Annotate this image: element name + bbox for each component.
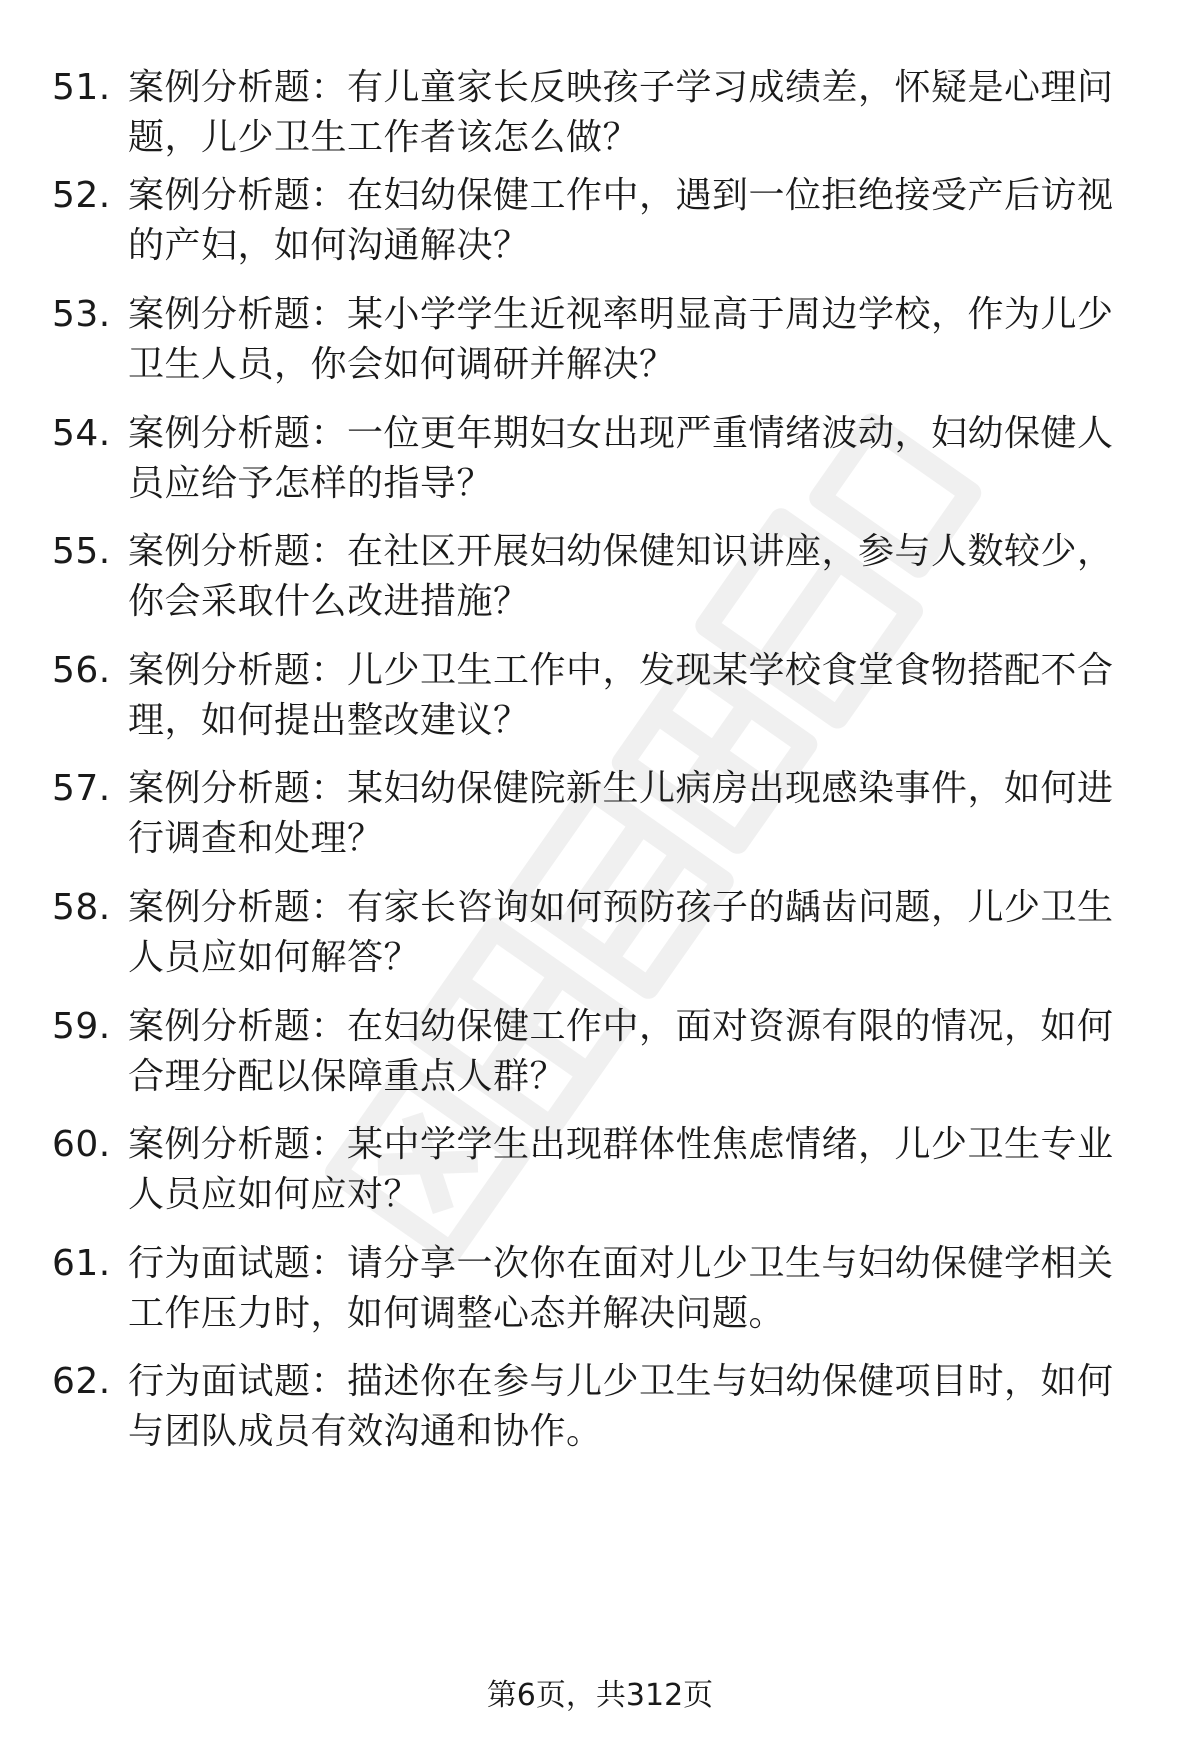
question-text: 案例分析题：有儿童家长反映孩子学习成绩差，怀疑是心理问题，儿少卫生工作者该怎么做？ (128, 67, 1114, 158)
list-item (52, 527, 1152, 627)
list-item (52, 290, 1152, 390)
list-item (52, 409, 1152, 509)
question-number: 53. (52, 294, 111, 335)
question-text: 案例分析题：一位更年期妇女出现严重情绪波动，妇幼保健人员应给予怎样的指导？ (128, 413, 1114, 504)
list-item (52, 883, 1152, 983)
question-number: 51. (52, 67, 111, 108)
question-text: 行为面试题：描述你在参与儿少卫生与妇幼保健项目时，如何与团队成员有效沟通和协作。 (128, 1361, 1114, 1452)
list-item (52, 646, 1152, 746)
list-item (52, 1120, 1152, 1220)
question-text: 案例分析题：在社区开展妇幼保健知识讲座，参与人数较少，你会采取什么改进措施？ (128, 531, 1114, 622)
list-item (52, 1002, 1152, 1102)
question-number: 52. (52, 175, 111, 216)
question-text: 案例分析题：在妇幼保健工作中，遇到一位拒绝接受产后访视的产妇，如何沟通解决？ (128, 175, 1114, 266)
question-number: 60. (52, 1124, 111, 1165)
list-item (52, 1357, 1152, 1457)
question-text: 案例分析题：某妇幼保健院新生儿病房出现感染事件，如何进行调查和处理？ (128, 768, 1114, 859)
question-text: 案例分析题：有家长咨询如何预防孩子的龋齿问题，儿少卫生人员应如何解答？ (128, 887, 1114, 978)
question-number: 61. (52, 1243, 111, 1284)
question-number: 56. (52, 650, 111, 691)
question-number: 55. (52, 531, 111, 572)
list-item (52, 764, 1152, 864)
list-item (52, 1239, 1152, 1339)
question-number: 57. (52, 768, 111, 809)
page-indicator: 第6页，共312页 (486, 1678, 714, 1713)
question-text: 案例分析题：在妇幼保健工作中，面对资源有限的情况，如何合理分配以保障重点人群？ (128, 1006, 1114, 1097)
list-item (52, 63, 1152, 163)
question-number: 62. (52, 1361, 111, 1402)
question-number: 59. (52, 1006, 111, 1047)
question-text: 行为面试题：请分享一次你在面对儿少卫生与妇幼保健学相关工作压力时，如何调整心态并解决问题。 (128, 1243, 1114, 1334)
question-text: 案例分析题：儿少卫生工作中，发现某学校食堂食物搭配不合理，如何提出整改建议？ (128, 650, 1114, 741)
list-item (52, 171, 1152, 271)
question-number: 54. (52, 413, 111, 454)
question-text: 案例分析题：某小学学生近视率明显高于周边学校，作为儿少卫生人员，你会如何调研并解决？ (128, 294, 1114, 385)
question-text: 案例分析题：某中学学生出现群体性焦虑情绪，儿少卫生专业人员应如何应对？ (128, 1124, 1114, 1215)
question-number: 58. (52, 887, 111, 928)
